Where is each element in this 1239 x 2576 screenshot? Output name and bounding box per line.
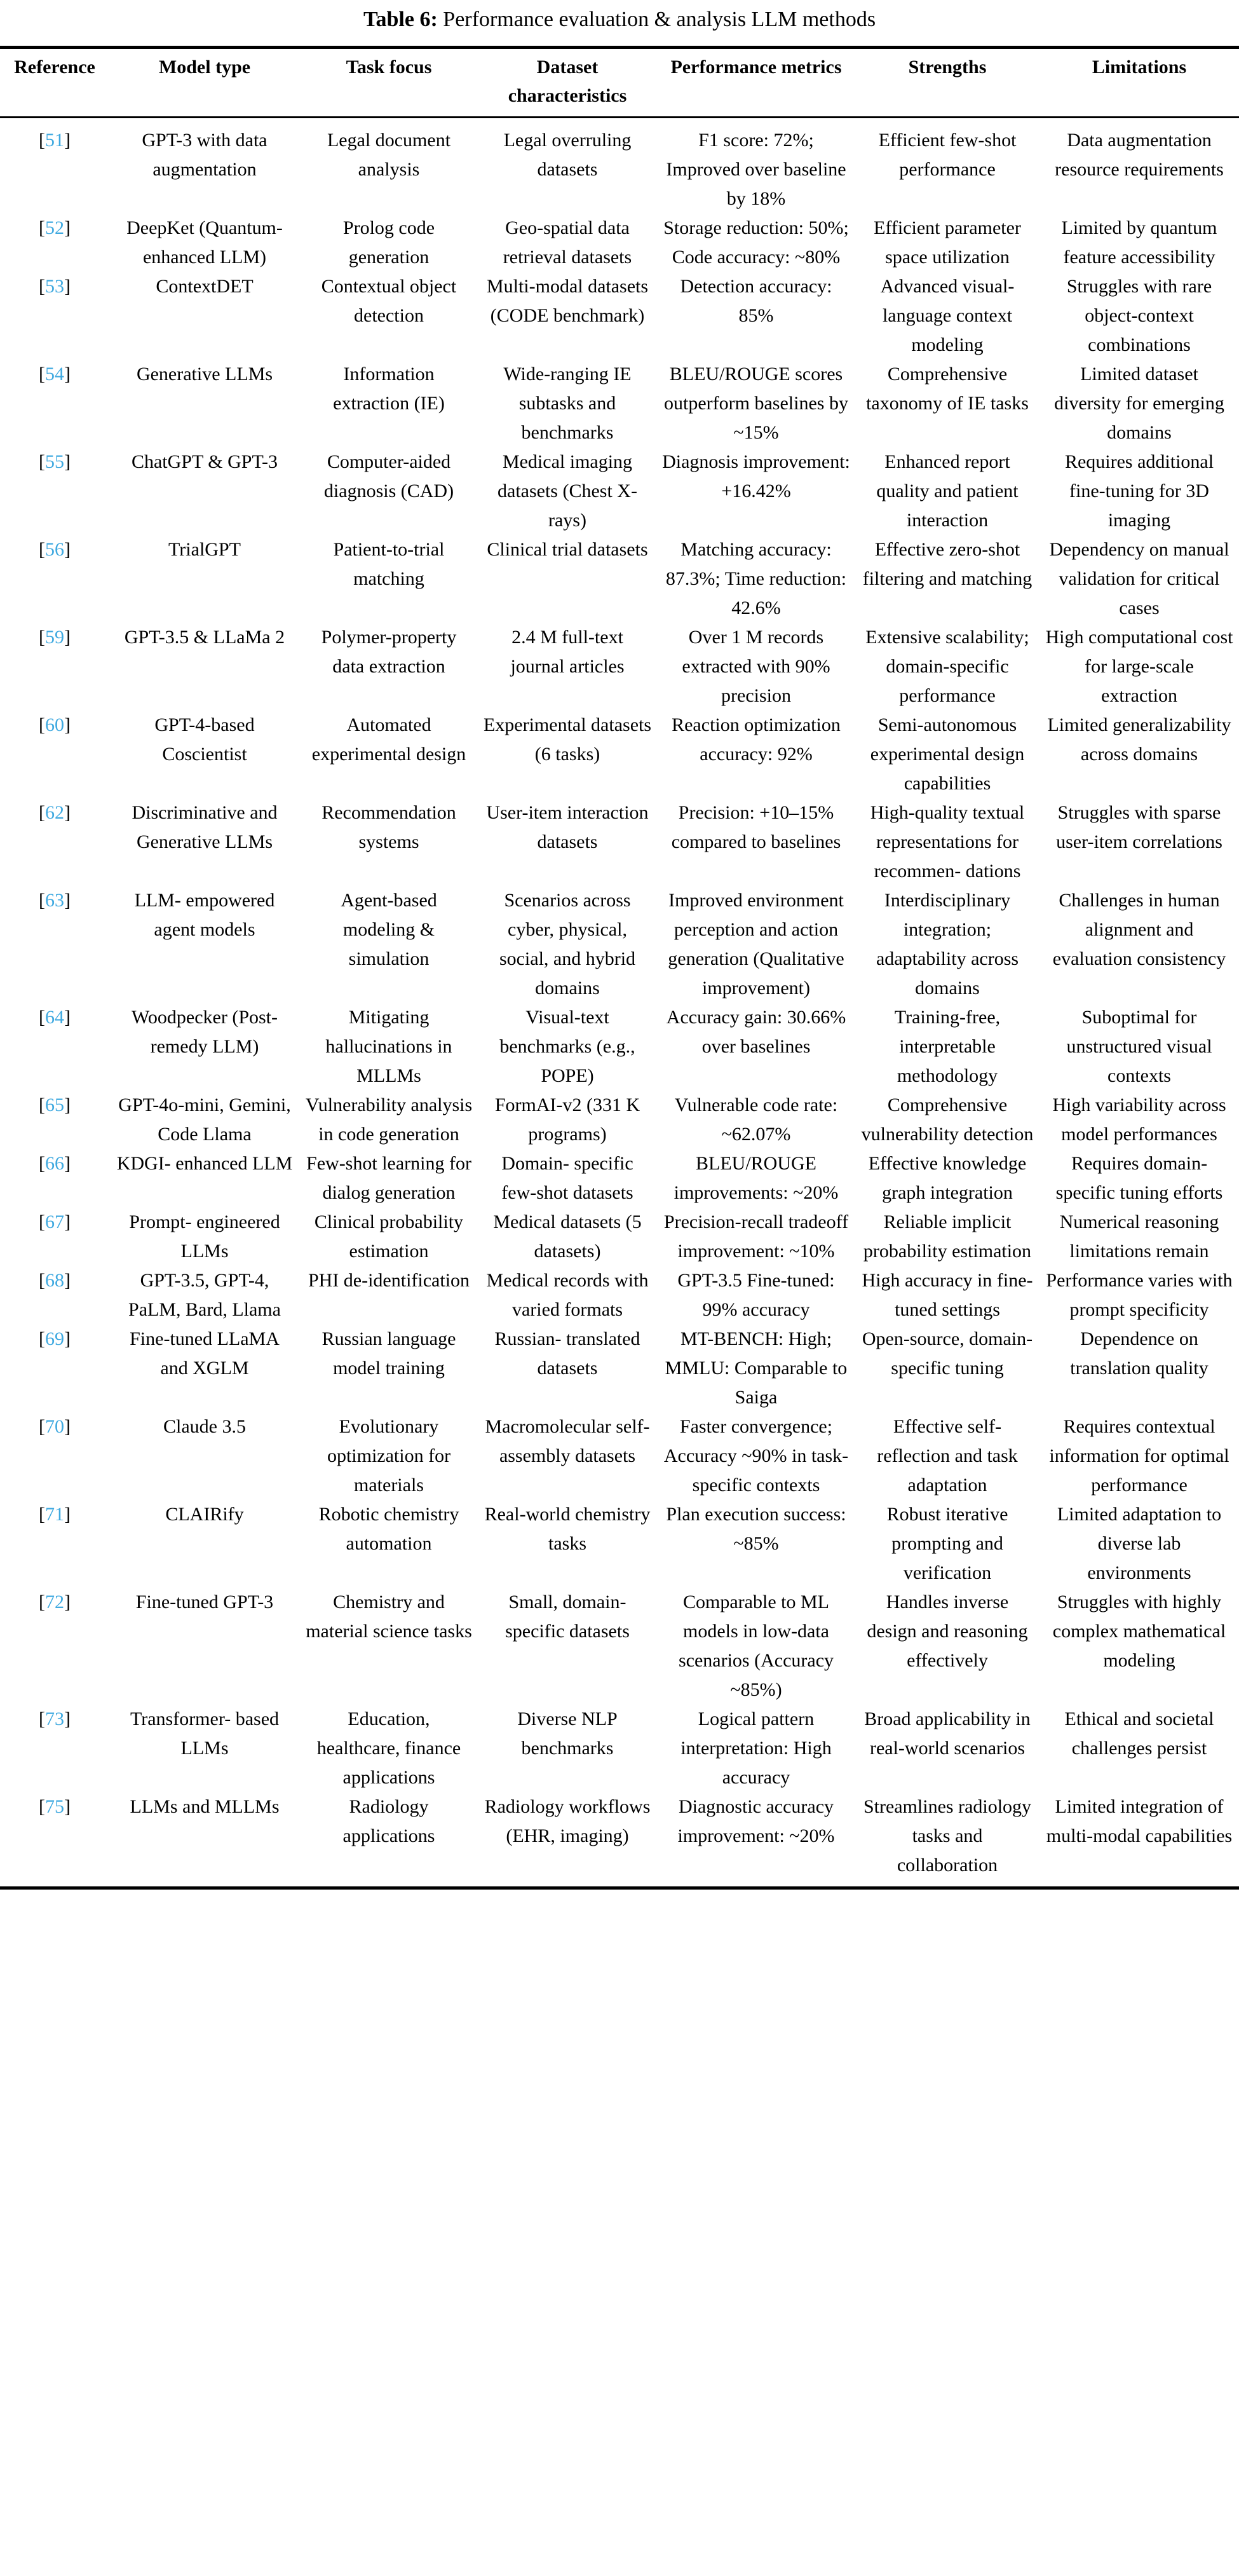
citation-bracket-open: [ (39, 714, 45, 735)
model-type-cell: Claude 3.5 (163, 1416, 246, 1437)
limitations-cell: Performance varies with prompt specificity (1046, 1270, 1233, 1320)
citation-bracket-open: [ (39, 1591, 45, 1612)
table-row (0, 1412, 1239, 1500)
citation-bracket-close: ] (64, 1211, 71, 1232)
performance-metrics-cell: Improved environment perception and action generation (Qualitative improvement) (668, 890, 844, 998)
performance-metrics-cell: Accuracy gain: 30.66% over baselines (666, 1007, 846, 1057)
limitations-cell: High computational cost for large-scale extraction (1045, 627, 1233, 706)
reference-cell (0, 886, 109, 1003)
dataset-characteristics-cell: Scenarios across cyber, physical, social, and hybrid domains (499, 890, 636, 998)
citation-link[interactable]: 67 (45, 1211, 64, 1232)
citation-link[interactable]: 51 (45, 130, 64, 151)
model-type-cell: GPT-4o-mini, Gemini, Code Llama (118, 1094, 291, 1145)
reference-cell (0, 711, 109, 798)
strengths-cell: Efficient few-shot performance (878, 130, 1017, 180)
limitations-cell: Limited generalizability across domains (1047, 714, 1231, 765)
column-header-strengths: Strengths (855, 48, 1039, 118)
llm-methods-table (0, 46, 1239, 1890)
limitations-cell: Requires additional fine-tuning for 3D imaging (1064, 451, 1214, 531)
column-header-model-type: Model type (109, 48, 300, 118)
citation-link[interactable]: 73 (45, 1708, 64, 1729)
reference-cell (0, 272, 109, 360)
limitations-cell: Limited adaptation to diverse lab environments (1057, 1504, 1222, 1583)
model-type-cell: LLMs and MLLMs (130, 1796, 280, 1817)
citation-bracket-open: [ (39, 364, 45, 385)
citation-bracket-close: ] (64, 1416, 71, 1437)
citation-link[interactable]: 59 (45, 627, 64, 648)
task-focus-cell: Clinical probability estimation (314, 1211, 464, 1262)
table-caption-label: Table 6: (363, 8, 438, 31)
citation-bracket-open: [ (39, 1094, 45, 1115)
table-row (0, 1208, 1239, 1266)
citation-link[interactable]: 69 (45, 1328, 64, 1349)
reference-cell (0, 798, 109, 886)
limitations-cell: Struggles with highly complex mathematical modeling (1052, 1591, 1226, 1671)
limitations-cell: Limited integration of multi-modal capabilities (1046, 1796, 1233, 1846)
column-header-performance-metrics: Performance metrics (657, 48, 855, 118)
task-focus-cell: Computer-aided diagnosis (CAD) (323, 451, 454, 501)
citation-bracket-open: [ (39, 276, 45, 297)
citation-link[interactable]: 56 (45, 539, 64, 560)
limitations-cell: Struggles with sparse user-item correlations (1056, 802, 1222, 852)
strengths-cell: Open-source, domain- specific tuning (862, 1328, 1033, 1379)
dataset-characteristics-cell: FormAI-v2 (331 K programs) (494, 1094, 640, 1145)
citation-bracket-open: [ (39, 1708, 45, 1729)
table-caption-text: Performance evaluation & analysis LLM methods (437, 8, 876, 31)
citation-bracket-close: ] (64, 802, 71, 823)
task-focus-cell: Prolog code generation (342, 217, 435, 268)
citation-bracket-open: [ (39, 1007, 45, 1028)
performance-metrics-cell: BLEU/ROUGE scores outperform baselines by ~15% (664, 364, 848, 443)
dataset-characteristics-cell: Visual-text benchmarks (e.g., POPE) (499, 1007, 635, 1086)
column-header-dataset-characteristics: Dataset characteristics (478, 48, 657, 118)
dataset-characteristics-cell: Clinical trial datasets (487, 539, 648, 560)
column-header-reference: Reference (0, 48, 109, 118)
dataset-characteristics-cell: Small, domain- specific datasets (505, 1591, 630, 1642)
dataset-characteristics-cell: Real-world chemistry tasks (484, 1504, 651, 1554)
citation-bracket-close: ] (64, 1796, 71, 1817)
table-row (0, 1792, 1239, 1888)
performance-metrics-cell: Over 1 M records extracted with 90% precision (682, 627, 830, 706)
model-type-cell: ContextDET (156, 276, 254, 297)
dataset-characteristics-cell: Macromolecular self-assembly datasets (485, 1416, 650, 1466)
task-focus-cell: Polymer-property data extraction (321, 627, 457, 677)
citation-link[interactable]: 62 (45, 802, 64, 823)
limitations-cell: Struggles with rare object-context combinations (1066, 276, 1212, 355)
table-row (0, 711, 1239, 798)
performance-metrics-cell: Plan execution success: ~85% (666, 1504, 846, 1554)
strengths-cell: Semi-autonomous experimental design capabilities (870, 714, 1025, 794)
task-focus-cell: Few-shot learning for dialog generation (306, 1153, 471, 1203)
task-focus-cell: Agent-based modeling & simulation (341, 890, 437, 969)
dataset-characteristics-cell: Legal overruling datasets (503, 130, 632, 180)
performance-metrics-cell: Logical pattern interpretation: High accuracy (680, 1708, 832, 1788)
table-row (0, 118, 1239, 214)
strengths-cell: Effective knowledge graph integration (868, 1153, 1027, 1203)
task-focus-cell: Russian language model training (322, 1328, 456, 1379)
citation-link[interactable]: 68 (45, 1270, 64, 1291)
performance-metrics-cell: Diagnosis improvement: +16.42% (662, 451, 850, 501)
task-focus-cell: PHI de-identification (308, 1270, 470, 1291)
table-row (0, 447, 1239, 535)
column-header-limitations: Limitations (1039, 48, 1239, 118)
limitations-cell: Suboptimal for unstructured visual contexts (1066, 1007, 1212, 1086)
strengths-cell: Extensive scalability; domain-specific performance (865, 627, 1029, 706)
reference-cell (0, 1500, 109, 1588)
limitations-cell: Data augmentation resource requirements (1055, 130, 1224, 180)
reference-cell (0, 118, 109, 214)
model-type-cell: Fine-tuned LLaMA and XGLM (130, 1328, 280, 1379)
citation-link[interactable]: 65 (45, 1094, 64, 1115)
limitations-cell: High variability across model performances (1052, 1094, 1226, 1145)
citation-link[interactable]: 52 (45, 217, 64, 238)
header-row (0, 48, 1239, 118)
dataset-characteristics-cell: Medical records with varied formats (486, 1270, 649, 1320)
model-type-cell: GPT-3.5 & LLaMa 2 (124, 627, 285, 648)
citation-bracket-close: ] (64, 1328, 71, 1349)
citation-bracket-open: [ (39, 1211, 45, 1232)
citation-bracket-close: ] (64, 1007, 71, 1028)
performance-metrics-cell: Precision: +10–15% compared to baselines (671, 802, 841, 852)
model-type-cell: LLM- empowered agent models (134, 890, 275, 940)
model-type-cell: Transformer- based LLMs (130, 1708, 280, 1759)
citation-bracket-close: ] (64, 1094, 71, 1115)
dataset-characteristics-cell: Medical imaging datasets (Chest X-rays) (498, 451, 637, 531)
strengths-cell: Handles inverse design and reasoning effectively (867, 1591, 1028, 1671)
strengths-cell: High-quality textual representations for recommen- dations (870, 802, 1025, 882)
citation-link[interactable]: 71 (45, 1504, 64, 1525)
column-header-task-focus: Task focus (300, 48, 478, 118)
citation-bracket-close: ] (64, 1270, 71, 1291)
reference-cell (0, 1149, 109, 1208)
performance-metrics-cell: Diagnostic accuracy improvement: ~20% (677, 1796, 835, 1846)
performance-metrics-cell: Matching accuracy: 87.3%; Time reduction: 42.6% (665, 539, 847, 618)
citation-link[interactable]: 64 (45, 1007, 64, 1028)
dataset-characteristics-cell: Wide-ranging IE subtasks and benchmarks (503, 364, 632, 443)
strengths-cell: Robust iterative prompting and verification (886, 1504, 1008, 1583)
citation-bracket-close: ] (64, 217, 71, 238)
table-row (0, 623, 1239, 711)
strengths-cell: Comprehensive taxonomy of IE tasks (866, 364, 1029, 414)
table-caption (0, 0, 1239, 33)
limitations-cell: Numerical reasoning limitations remain (1059, 1211, 1219, 1262)
model-type-cell: TrialGPT (168, 539, 241, 560)
citation-bracket-open: [ (39, 1153, 45, 1174)
reference-cell (0, 1705, 109, 1792)
task-focus-cell: Robotic chemistry automation (318, 1504, 459, 1554)
model-type-cell: ChatGPT & GPT-3 (131, 451, 278, 472)
model-type-cell: Discriminative and Generative LLMs (132, 802, 278, 852)
table-row (0, 1500, 1239, 1588)
performance-metrics-cell: Vulnerable code rate: ~62.07% (674, 1094, 838, 1145)
strengths-cell: Advanced visual-language context modeling (880, 276, 1015, 355)
strengths-cell: Training-free, interpretable methodology (894, 1007, 1001, 1086)
performance-metrics-cell: Detection accuracy: 85% (680, 276, 832, 326)
table-row (0, 1705, 1239, 1792)
citation-bracket-close: ] (64, 1591, 71, 1612)
table-row (0, 1003, 1239, 1091)
dataset-characteristics-cell: Geo-spatial data retrieval datasets (503, 217, 632, 268)
performance-metrics-cell: GPT-3.5 Fine-tuned: 99% accuracy (677, 1270, 835, 1320)
citation-bracket-close: ] (64, 1504, 71, 1525)
reference-cell (0, 214, 109, 272)
citation-bracket-open: [ (39, 802, 45, 823)
reference-cell (0, 1588, 109, 1705)
model-type-cell: Woodpecker (Post-remedy LLM) (131, 1007, 278, 1057)
limitations-cell: Dependence on translation quality (1070, 1328, 1209, 1379)
task-focus-cell: Contextual object detection (321, 276, 457, 326)
dataset-characteristics-cell: Multi-modal datasets (CODE benchmark) (486, 276, 649, 326)
strengths-cell: Reliable implicit probability estimation (863, 1211, 1032, 1262)
strengths-cell: High accuracy in fine-tuned settings (862, 1270, 1033, 1320)
citation-link[interactable]: 75 (45, 1796, 64, 1817)
task-focus-cell: Recommendation systems (322, 802, 456, 852)
dataset-characteristics-cell: Radiology workflows (EHR, imaging) (484, 1796, 651, 1846)
citation-bracket-open: [ (39, 539, 45, 560)
dataset-characteristics-cell: User-item interaction datasets (486, 802, 649, 852)
model-type-cell: KDGI- enhanced LLM (116, 1153, 293, 1174)
citation-bracket-open: [ (39, 217, 45, 238)
task-focus-cell: Mitigating hallucinations in MLLMs (325, 1007, 452, 1086)
table-row (0, 798, 1239, 886)
task-focus-cell: Patient-to-trial matching (333, 539, 445, 589)
strengths-cell: Streamlines radiology tasks and collaboration (863, 1796, 1032, 1876)
task-focus-cell: Education, healthcare, finance applications (316, 1708, 461, 1788)
citation-link[interactable]: 53 (45, 276, 64, 297)
performance-metrics-cell: Comparable to ML models in low-data scenarios (Accuracy ~85%) (678, 1591, 834, 1700)
citation-bracket-open: [ (39, 1328, 45, 1349)
strengths-cell: Interdisciplinary integration; adaptability across domains (876, 890, 1019, 998)
limitations-cell: Limited by quantum feature accessibility (1061, 217, 1217, 268)
reference-cell (0, 1325, 109, 1412)
citation-bracket-close: ] (64, 627, 71, 648)
limitations-cell: Requires contextual information for optimal performance (1049, 1416, 1229, 1496)
dataset-characteristics-cell: Domain- specific few-shot datasets (501, 1153, 633, 1203)
performance-metrics-cell: Reaction optimization accuracy: 92% (672, 714, 841, 765)
table-row (0, 360, 1239, 447)
reference-cell (0, 1003, 109, 1091)
citation-bracket-close: ] (64, 890, 71, 911)
model-type-cell: CLAIRify (165, 1504, 244, 1525)
model-type-cell: Generative LLMs (136, 364, 273, 385)
citation-bracket-close: ] (64, 130, 71, 151)
citation-bracket-close: ] (64, 451, 71, 472)
citation-bracket-close: ] (64, 1153, 71, 1174)
model-type-cell: GPT-4-based Coscientist (154, 714, 255, 765)
model-type-cell: GPT-3.5, GPT-4, PaLM, Bard, Llama (128, 1270, 281, 1320)
task-focus-cell: Chemistry and material science tasks (306, 1591, 472, 1642)
citation-link[interactable]: 72 (45, 1591, 64, 1612)
table-row (0, 1149, 1239, 1208)
reference-cell (0, 1266, 109, 1325)
performance-metrics-cell: Storage reduction: 50%; Code accuracy: ~80% (663, 217, 849, 268)
task-focus-cell: Automated experimental design (311, 714, 466, 765)
table-row (0, 1266, 1239, 1325)
task-focus-cell: Radiology applications (342, 1796, 435, 1846)
dataset-characteristics-cell: Russian- translated datasets (494, 1328, 640, 1379)
reference-cell (0, 535, 109, 623)
citation-link[interactable]: 70 (45, 1416, 64, 1437)
strengths-cell: Broad applicability in real-world scenarios (864, 1708, 1031, 1759)
citation-bracket-close: ] (64, 539, 71, 560)
citation-bracket-open: [ (39, 451, 45, 472)
dataset-characteristics-cell: 2.4 M full-text journal articles (510, 627, 625, 677)
citation-bracket-close: ] (64, 364, 71, 385)
strengths-cell: Comprehensive vulnerability detection (861, 1094, 1034, 1145)
reference-cell (0, 1091, 109, 1149)
reference-cell (0, 1208, 109, 1266)
table-row (0, 214, 1239, 272)
reference-cell (0, 1412, 109, 1500)
strengths-cell: Effective self-reflection and task adaptation (877, 1416, 1018, 1496)
reference-cell (0, 360, 109, 447)
dataset-characteristics-cell: Experimental datasets (6 tasks) (483, 714, 652, 765)
performance-metrics-cell: BLEU/ROUGE improvements: ~20% (674, 1153, 839, 1203)
limitations-cell: Challenges in human alignment and evaluation consistency (1052, 890, 1226, 969)
model-type-cell: Fine-tuned GPT-3 (135, 1591, 274, 1612)
task-focus-cell: Information extraction (IE) (333, 364, 445, 414)
model-type-cell: GPT-3 with data augmentation (142, 130, 267, 180)
reference-cell (0, 447, 109, 535)
performance-metrics-cell: MT-BENCH: High; MMLU: Comparable to Saiga (665, 1328, 848, 1408)
strengths-cell: Efficient parameter space utilization (874, 217, 1021, 268)
citation-bracket-close: ] (64, 714, 71, 735)
table-row (0, 1091, 1239, 1149)
citation-bracket-close: ] (64, 1708, 71, 1729)
citation-link[interactable]: 60 (45, 714, 64, 735)
citation-bracket-open: [ (39, 1270, 45, 1291)
task-focus-cell: Evolutionary optimization for materials (327, 1416, 451, 1496)
limitations-cell: Requires domain-specific tuning efforts (1055, 1153, 1223, 1203)
citation-bracket-open: [ (39, 1796, 45, 1817)
table-row (0, 272, 1239, 360)
strengths-cell: Effective zero-shot filtering and matching (862, 539, 1032, 589)
citation-bracket-open: [ (39, 890, 45, 911)
citation-bracket-open: [ (39, 1416, 45, 1437)
limitations-cell: Ethical and societal challenges persist (1064, 1708, 1214, 1759)
table-row (0, 535, 1239, 623)
citation-bracket-open: [ (39, 627, 45, 648)
table-row (0, 886, 1239, 1003)
citation-bracket-close: ] (64, 276, 71, 297)
table-header (0, 48, 1239, 118)
table-row (0, 1588, 1239, 1705)
strengths-cell: Enhanced report quality and patient interaction (876, 451, 1019, 531)
dataset-characteristics-cell: Medical datasets (5 datasets) (493, 1211, 642, 1262)
model-type-cell: DeepKet (Quantum-enhanced LLM) (126, 217, 283, 268)
citation-link[interactable]: 55 (45, 451, 64, 472)
performance-metrics-cell: Precision-recall tradeoff improvement: ~10% (663, 1211, 849, 1262)
task-focus-cell: Vulnerability analysis in code generation (305, 1094, 473, 1145)
performance-metrics-cell: F1 score: 72%; Improved over baseline by 18% (666, 130, 846, 209)
limitations-cell: Dependency on manual validation for critical cases (1049, 539, 1229, 618)
model-type-cell: Prompt- engineered LLMs (129, 1211, 280, 1262)
dataset-characteristics-cell: Diverse NLP benchmarks (517, 1708, 618, 1759)
reference-cell (0, 623, 109, 711)
citation-bracket-open: [ (39, 1504, 45, 1525)
citation-bracket-open: [ (39, 130, 45, 151)
table-row (0, 1325, 1239, 1412)
limitations-cell: Limited dataset diversity for emerging domains (1054, 364, 1224, 443)
citation-link[interactable]: 63 (45, 890, 64, 911)
citation-link[interactable]: 66 (45, 1153, 64, 1174)
citation-link[interactable]: 54 (45, 364, 64, 385)
performance-metrics-cell: Faster convergence; Accuracy ~90% in task-specific contexts (663, 1416, 849, 1496)
reference-cell (0, 1792, 109, 1888)
task-focus-cell: Legal document analysis (327, 130, 451, 180)
table-body (0, 118, 1239, 1888)
